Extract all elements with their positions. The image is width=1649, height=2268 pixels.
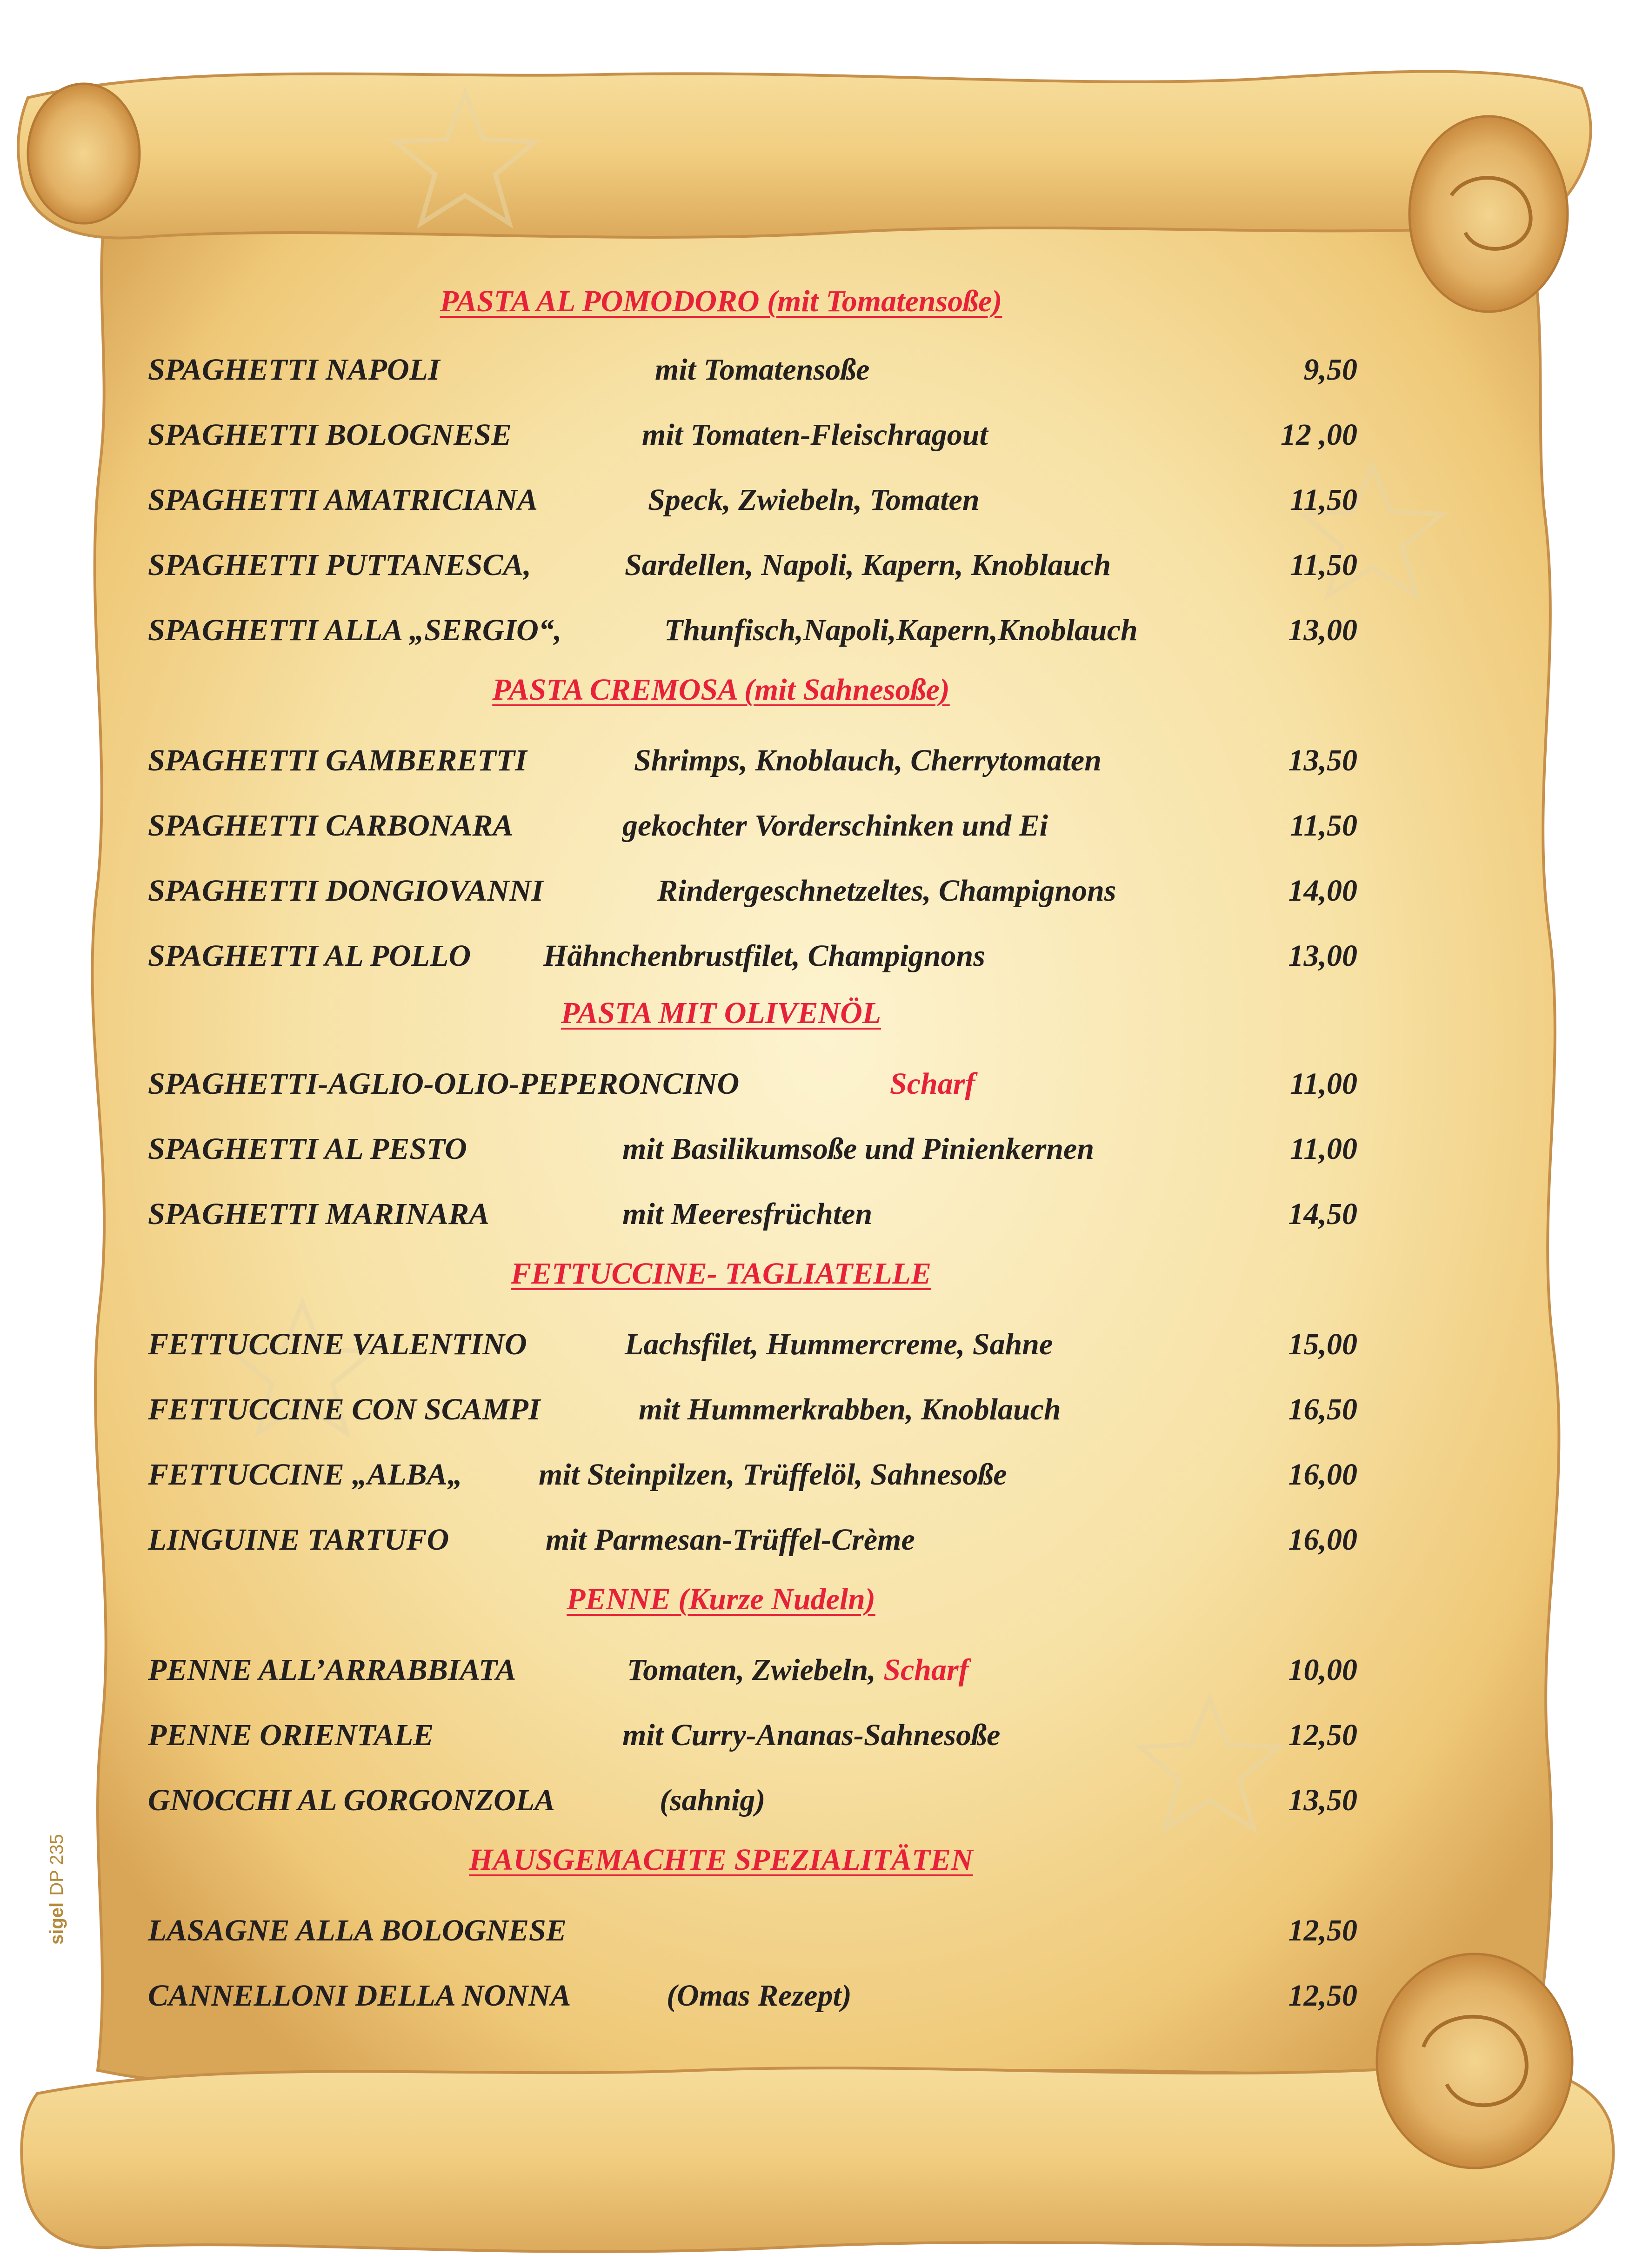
item-name: PENNE ALL’ARRABBIATA — [148, 1653, 516, 1687]
item-description: gekochter Vorderschinken und Ei — [622, 809, 1048, 843]
menu-item-spaghetti-alla-sergio — [148, 607, 1357, 654]
item-name: SPAGHETTI AL POLLO — [148, 939, 471, 973]
item-price: 11,50 — [1290, 548, 1357, 582]
item-price: 11,50 — [1290, 483, 1357, 517]
item-name: SPAGHETTI GAMBERETTI — [148, 743, 527, 777]
item-price: 11,00 — [1290, 1132, 1357, 1166]
spicy-label: Scharf — [883, 1653, 969, 1687]
menu-item-spaghetti-bolognese — [148, 412, 1357, 458]
item-description-text: Tomaten, Zwiebeln, — [627, 1653, 876, 1687]
item-name: SPAGHETTI AMATRICIANA — [148, 483, 538, 517]
item-price: 9,50 — [1303, 353, 1357, 387]
item-description: Thunfisch,Napoli,Kapern,Knoblauch — [664, 613, 1138, 647]
item-price: 12,50 — [1288, 1718, 1357, 1752]
item-description: mit Parmesan-Trüffel-Crème — [546, 1523, 915, 1557]
menu-item-spaghetti-al-pesto — [148, 1126, 1357, 1172]
menu-item-linguine-tartufo — [148, 1517, 1357, 1563]
item-price: 16,00 — [1288, 1523, 1357, 1557]
menu-item-spaghetti-marinara — [148, 1191, 1357, 1238]
item-description: Sardellen, Napoli, Kapern, Knoblauch — [625, 548, 1111, 582]
spicy-label: Scharf — [890, 1067, 975, 1101]
item-name: SPAGHETTI BOLOGNESE — [148, 418, 512, 452]
item-name: SPAGHETTI DONGIOVANNI — [148, 874, 544, 908]
item-name: SPAGHETTI-AGLIO-OLIO-PEPERONCINO — [148, 1067, 740, 1101]
section-title-fettuccine-tagliatelle: FETTUCCINE- TAGLIATELLE — [511, 1257, 931, 1291]
item-description: Lachsfilet, Hummercreme, Sahne — [625, 1327, 1053, 1361]
section-title-pasta-al-pomodoro: PASTA AL POMODORO (mit Tomatensoße) — [440, 284, 1002, 318]
item-price: 16,50 — [1288, 1392, 1357, 1426]
item-price: 12 ,00 — [1281, 418, 1357, 452]
menu-item-spaghetti-napoli — [148, 347, 1357, 393]
menu-item-fettuccine-con-scampi — [148, 1386, 1357, 1433]
item-name: SPAGHETTI AL PESTO — [148, 1132, 467, 1166]
item-price: 11,00 — [1290, 1067, 1357, 1101]
item-name: GNOCCHI AL GORGONZOLA — [148, 1783, 555, 1817]
menu-item-spaghetti-aglio-olio — [148, 1061, 1357, 1107]
item-name: PENNE ORIENTALE — [148, 1718, 434, 1752]
item-description: mit Steinpilzen, Trüffelöl, Sahnesoße — [539, 1458, 1007, 1492]
item-price: 14,50 — [1288, 1197, 1357, 1231]
menu-item-gnocchi-al-gorgonzola — [148, 1777, 1357, 1824]
item-name: SPAGHETTI NAPOLI — [148, 353, 440, 387]
item-description: (sahnig) — [660, 1783, 766, 1817]
item-price: 15,00 — [1288, 1327, 1357, 1361]
item-price: 12,50 — [1288, 1979, 1357, 2013]
item-description — [890, 1061, 975, 1107]
section-title-hausgemachte-spezialitaeten: HAUSGEMACHTE SPEZIALITÄTEN — [469, 1843, 973, 1877]
section-title-pasta-cremosa: PASTA CREMOSA (mit Sahnesoße) — [492, 673, 950, 707]
item-description — [627, 1647, 969, 1693]
item-description: Rindergeschnetzeltes, Champignons — [657, 874, 1116, 908]
item-name: SPAGHETTI CARBONARA — [148, 809, 514, 843]
item-name: LINGUINE TARTUFO — [148, 1523, 449, 1557]
brand-code: DP 235 — [47, 1834, 67, 1896]
menu-item-penne-orientale — [148, 1712, 1357, 1759]
item-price: 16,00 — [1288, 1458, 1357, 1492]
item-name: LASAGNE ALLA BOLOGNESE — [148, 1913, 567, 1947]
menu-item-spaghetti-al-pollo — [148, 933, 1357, 979]
item-description: Hähnchenbrustfilet, Champignons — [543, 939, 985, 973]
menu-item-spaghetti-carbonara — [148, 803, 1357, 849]
item-description: mit Tomaten-Fleischragout — [642, 418, 988, 452]
item-description: mit Meeresfrüchten — [622, 1197, 873, 1231]
item-description: Speck, Zwiebeln, Tomaten — [648, 483, 980, 517]
item-description: mit Tomatensoße — [655, 353, 870, 387]
item-name: FETTUCCINE „ALBA„ — [148, 1458, 463, 1492]
item-price: 13,00 — [1288, 613, 1357, 647]
menu-item-fettuccine-valentino — [148, 1321, 1357, 1368]
item-price: 13,50 — [1288, 1783, 1357, 1817]
item-description: mit Curry-Ananas-Sahnesoße — [622, 1718, 1001, 1752]
paper-brand-mark — [47, 1834, 67, 1945]
item-description: mit Basilikumsoße und Pinienkernen — [622, 1132, 1095, 1166]
menu-item-cannelloni — [148, 1973, 1357, 2019]
item-name: FETTUCCINE CON SCAMPI — [148, 1392, 541, 1426]
section-title-penne: PENNE (Kurze Nudeln) — [567, 1582, 875, 1616]
menu-item-spaghetti-gamberetti — [148, 737, 1357, 784]
item-name: CANNELLONI DELLA NONNA — [148, 1979, 571, 2013]
item-name: SPAGHETTI PUTTANESCA, — [148, 548, 531, 582]
item-description: Shrimps, Knoblauch, Cherrytomaten — [634, 743, 1102, 777]
brand-name: sigel — [47, 1902, 67, 1945]
menu-item-lasagne — [148, 1907, 1357, 1954]
item-name: SPAGHETTI MARINARA — [148, 1197, 490, 1231]
menu-item-spaghetti-amatriciana — [148, 477, 1357, 523]
item-price: 14,00 — [1288, 874, 1357, 908]
item-price: 11,50 — [1290, 809, 1357, 843]
item-price: 13,00 — [1288, 939, 1357, 973]
menu-item-spaghetti-dongiovanni — [148, 868, 1357, 914]
item-price: 13,50 — [1288, 743, 1357, 777]
section-title-pasta-mit-olivenoel: PASTA MIT OLIVENÖL — [561, 996, 881, 1030]
item-name: FETTUCCINE VALENTINO — [148, 1327, 527, 1361]
item-price: 10,00 — [1288, 1653, 1357, 1687]
item-name: SPAGHETTI ALLA „SERGIO“, — [148, 613, 562, 647]
item-price: 12,50 — [1288, 1913, 1357, 1947]
item-description: mit Hummerkrabben, Knoblauch — [639, 1392, 1061, 1426]
item-description: (Omas Rezept) — [667, 1979, 852, 2013]
menu-item-fettuccine-alba — [148, 1452, 1357, 1498]
menu-item-spaghetti-puttanesca — [148, 542, 1357, 589]
menu-item-penne-arrabbiata — [148, 1647, 1357, 1693]
